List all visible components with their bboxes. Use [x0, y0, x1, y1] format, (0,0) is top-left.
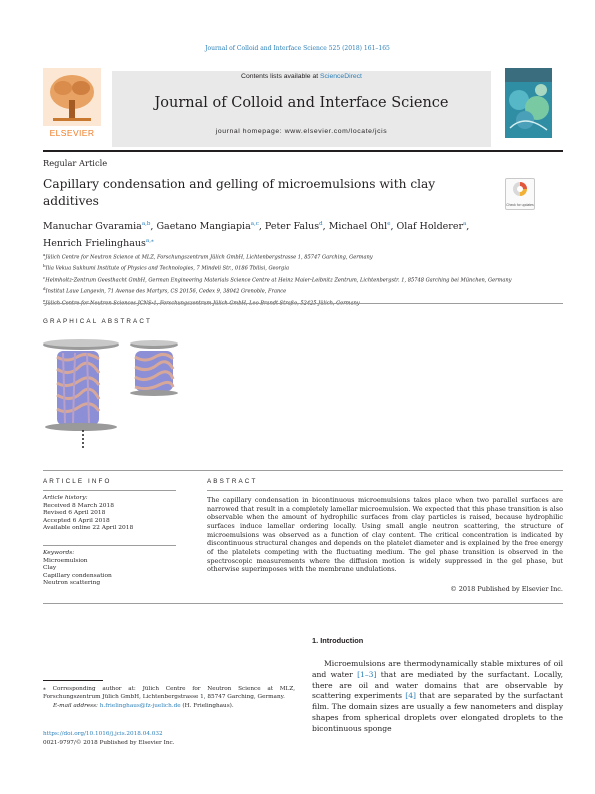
- history-accepted: Accepted 6 April 2018: [43, 517, 110, 524]
- author: Michael Ohl$^e$,: [328, 221, 397, 233]
- keywords-label: Keywords:: [43, 550, 75, 556]
- journal-title: Journal of Colloid and Interface Science: [154, 95, 449, 111]
- check-for-updates-badge[interactable]: [505, 178, 535, 210]
- keyword: Capillary condensation: [43, 572, 112, 579]
- author: Peter Falus$^d$,: [264, 221, 329, 233]
- history-received: Received 8 March 2018: [43, 502, 114, 509]
- affiliation: $^a$Jülich Centre for Neutron Science at MLZ, Forschungszentrum Jülich GmbH, Lichtenbergstrasse 1, 85747 Garching, Germany: [43, 252, 373, 261]
- author: Gaetano Mangiapia$^{a,c}$,: [156, 221, 265, 233]
- graphical-abstract-image[interactable]: [43, 337, 178, 449]
- article-type: Regular Article: [43, 158, 108, 168]
- check-updates-icon: [506, 179, 534, 199]
- author-email-link[interactable]: h.frielinghaus@fz-juelich.de: [99, 702, 181, 709]
- article-info-rule: [43, 490, 176, 491]
- abstract-copyright: © 2018 Published by Elsevier Inc.: [450, 585, 563, 593]
- author-list: [43, 217, 553, 251]
- reference-link[interactable]: [1–3]: [357, 669, 377, 679]
- corresponding-author-footnote: [43, 685, 295, 710]
- check-updates-label: Check for updates: [506, 203, 534, 207]
- publication-identifiers: [43, 730, 174, 747]
- keyword: Microemulsion: [43, 557, 88, 564]
- affiliation: $^b$Ilia Vekua Sukhumi Institute of Physics and Technologies, 7 Mindeli Str., 0186 Tbilisi, Georgia: [43, 263, 289, 273]
- homepage-prefix: journal homepage:: [215, 128, 285, 135]
- sciencedirect-link[interactable]: ScienceDirect: [320, 73, 362, 80]
- affiliation-rule: [43, 303, 563, 304]
- contents-prefix: Contents lists available at: [241, 73, 321, 80]
- issn-line: 0021-9797/© 2018 Published by Elsevier Inc.: [43, 739, 175, 746]
- reference-link[interactable]: [4]: [405, 691, 417, 701]
- abstract-text: The capillary condensation in bicontinuous microemulsions takes place when two parallel surfaces are narrowed that result in a completely lamellar microemulsion. We expected that this phase transition is also observable when the amount of hydrophilic surfaces from clay particles is raised, because hydrophilic surfaces induce lamellar ordering locally. Using small angle neutron scattering, the structure of microemulsions was observed as a function of clay content. The critical concentration is indicated by discontinuous structural changes and depends on the platelet diameter and is explained by the free energy of the platelets competing with the fluctuating medium. The gel phase transition is observed in the spectroscopic measurements where the diffusion motion is widely suppressed in the gel phase, but otherwise superimposes with the membrane undulations.: [207, 496, 563, 574]
- journal-homepage-line: [112, 128, 491, 135]
- journal-cover-image[interactable]: [505, 68, 552, 138]
- header-rule: [43, 150, 563, 152]
- author: Manuchar Gvaramia$^{a,b}$,: [43, 221, 157, 233]
- keyword: Clay: [43, 565, 57, 572]
- footnote-rule: [43, 680, 103, 681]
- contents-available-line: [112, 73, 491, 80]
- affiliation-list: [43, 251, 563, 308]
- keyword: Neutron scattering: [43, 580, 101, 587]
- ellipsis-dots: [82, 430, 84, 448]
- graphical-abstract-heading: GRAPHICAL ABSTRACT: [43, 318, 152, 325]
- abstract-rule: [207, 490, 563, 491]
- journal-reference[interactable]: Journal of Colloid and Interface Science 525 (2018) 161–165: [205, 45, 390, 52]
- microemulsion-structure-left: [57, 351, 99, 425]
- graphical-abstract-rule: [43, 470, 563, 471]
- history-revised: Revised 6 April 2018: [43, 510, 106, 517]
- introduction-heading: 1. Introduction: [312, 636, 364, 645]
- abstract-bottom-rule: [43, 603, 563, 604]
- author: Henrich Frielinghaus$^{a,⁎}$: [43, 238, 154, 250]
- keywords: [43, 550, 176, 588]
- publisher-logo-text: ELSEVIER: [49, 128, 95, 138]
- email-line: E-mail address: h.frielinghaus@fz-juelich.de (H. Frielinghaus).: [53, 702, 234, 709]
- history-rule: [43, 545, 176, 546]
- abstract-heading: ABSTRACT: [207, 478, 258, 485]
- article-history: [43, 495, 176, 533]
- homepage-link[interactable]: www.elsevier.com/locate/jcis: [284, 128, 388, 135]
- affiliation: $^c$Helmholtz-Zentrum Geesthacht GmbH, German Engineering Materials Science Centre at Heinz Maier-Leibnitz Zentrum, Lichtenbergstr. 1, 85748 Garching bei München, Germany: [43, 274, 512, 284]
- cover-artwork: [505, 68, 552, 138]
- history-label: Article history:: [43, 495, 88, 501]
- doi-link[interactable]: https://doi.org/10.1016/j.jcis.2018.04.032: [43, 731, 163, 737]
- affiliation: $^d$Institut Laue Langevin, 71 Avenue des Martyrs, CS 20156, Cedex 9, 38042 Grenoble, France: [43, 286, 287, 295]
- introduction-paragraph: Microemulsions are thermodynamically stable mixtures of oil and water [1–3] that are mediated by the surfactant. Locally, there are oil and water domains that are observable by scattering experiments [4] that are separated by the surfactant film. The domain sizes are usually a few nanometers and display shapes from spherical droplets over elongated droplets to the bicontinuous sponge: [312, 659, 564, 733]
- article-title: Capillary condensation and gelling of microemulsions with clay additives: [43, 177, 436, 208]
- history-online: Available online 22 April 2018: [43, 525, 134, 532]
- corresponding-author-text: ⁎ Corresponding author at: Jülich Centre for Neutron Science at MLZ, Forschungszentrum Jülich GmbH, Lichtenbergstrasse 1, 85747 Garching, Germany.: [43, 686, 295, 701]
- microemulsion-structure-right: [135, 351, 173, 391]
- author: Olaf Holderer$^a$,: [396, 221, 470, 233]
- article-info-heading: ARTICLE INFO: [43, 478, 112, 485]
- affiliation: e: [43, 297, 46, 303]
